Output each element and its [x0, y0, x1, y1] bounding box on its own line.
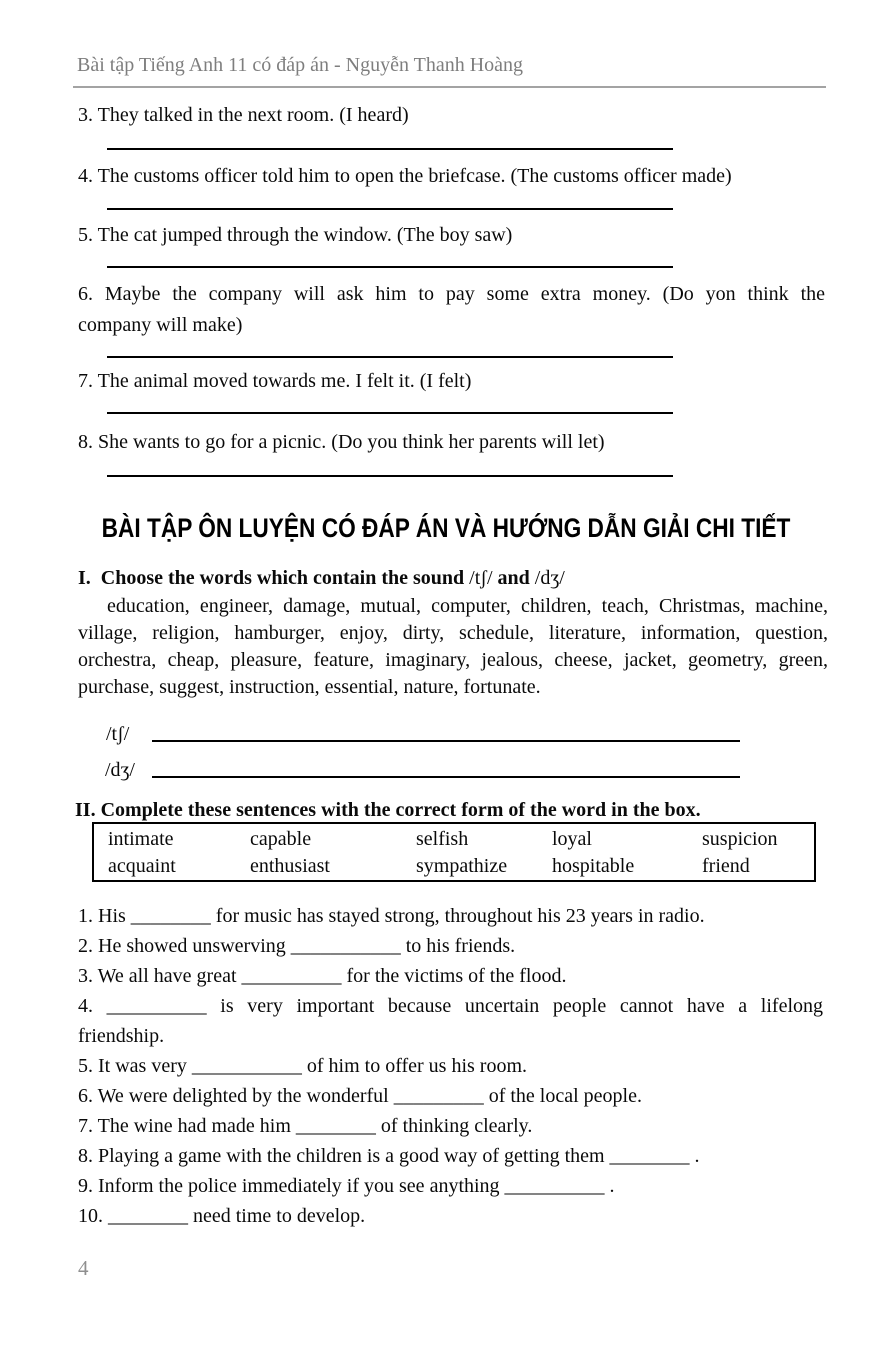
ipa-blank-label-tsh: /tʃ/	[106, 723, 130, 745]
word-box-cell: sympathize	[416, 855, 508, 877]
answer-line	[107, 266, 673, 268]
part1-heading	[78, 563, 858, 593]
sentence-10: 10. ________ need time to develop.	[78, 1205, 366, 1227]
page-number: 4	[78, 1256, 89, 1280]
exercise-item-6-line-1: 6. Maybe the company will ask him to pay some extra money. (Do yon think the	[78, 283, 825, 305]
sentence-2: 2. He showed unswerving ___________ to his friends.	[78, 935, 516, 957]
word-list-line-2: village, religion, hamburger, enjoy, dirty, schedule, literature, information, question,	[78, 622, 828, 644]
word-box-cell: hospitable	[552, 855, 635, 877]
answer-line	[107, 356, 673, 358]
exercise-item-4: 4. The customs officer told him to open the briefcase. (The customs officer made)	[78, 165, 732, 187]
word-list-line-1: education, engineer, damage, mutual, computer, children, teach, Christmas, machine,	[107, 595, 828, 617]
word-box	[92, 822, 816, 882]
answer-line	[107, 475, 673, 477]
word-box-cell: acquaint	[108, 855, 176, 877]
exercise-item-3: 3. They talked in the next room. (I heard)	[78, 104, 409, 126]
ipa-answer-line-dzh	[152, 776, 740, 778]
word-list	[78, 593, 828, 701]
word-box-cell: loyal	[552, 828, 592, 850]
word-box-cell: suspicion	[702, 828, 778, 850]
part1-heading-mid: and	[492, 567, 535, 589]
part2-heading: II. Complete these sentences with the correct form of the word in the box.	[75, 799, 701, 821]
ipa-d-zh: /dʒ/	[534, 567, 565, 589]
section-title-text: BÀI TẬP ÔN LUYỆN CÓ ĐÁP ÁN VÀ HƯỚNG DẪN GIẢI CHI TIẾT	[101, 513, 791, 543]
word-box-cell: friend	[702, 855, 750, 877]
part1-heading-prefix: I. Choose the words which contain the sound	[78, 567, 470, 589]
word-box-cell: selfish	[416, 828, 469, 850]
answer-line	[107, 208, 673, 210]
sentence-5: 5. It was very ___________ of him to offer us his room.	[78, 1055, 528, 1077]
sentence-9: 9. Inform the police immediately if you see anything __________ .	[78, 1175, 615, 1197]
word-box-cell: enthusiast	[250, 855, 330, 877]
ipa-t-sh: /tʃ/	[469, 567, 493, 589]
sentence-4-line-1: 4. __________ is very important because uncertain people cannot have a lifelong	[78, 995, 823, 1017]
sentence-7: 7. The wine had made him ________ of thinking clearly.	[78, 1115, 533, 1137]
word-box-cell: capable	[250, 828, 312, 850]
sentence-1: 1. His ________ for music has stayed strong, throughout his 23 years in radio.	[78, 905, 705, 927]
exercise-item-6-line-2: company will make)	[78, 314, 243, 336]
sentence-list	[78, 901, 823, 1231]
sentence-3: 3. We all have great __________ for the victims of the flood.	[78, 965, 567, 987]
word-box-cell: intimate	[108, 828, 174, 850]
sentence-8: 8. Playing a game with the children is a good way of getting them ________ .	[78, 1145, 700, 1167]
answer-line	[107, 148, 673, 150]
answer-line	[107, 412, 673, 414]
word-list-line-4: purchase, suggest, instruction, essential, nature, fortunate.	[78, 676, 541, 698]
word-box-grid	[94, 824, 814, 880]
ipa-answer-line-tsh	[152, 740, 740, 742]
exercise-item-8: 8. She wants to go for a picnic. (Do you think her parents will let)	[78, 431, 605, 453]
sentence-4-line-2: friendship.	[78, 1025, 165, 1047]
header-title: Bài tập Tiếng Anh 11 có đáp án - Nguyễn Thanh Hoàng	[77, 54, 524, 76]
sentence-6: 6. We were delighted by the wonderful _________ of the local people.	[78, 1085, 642, 1107]
exercise-item-5: 5. The cat jumped through the window. (The boy saw)	[78, 224, 513, 246]
exercise-item-6	[78, 279, 825, 341]
word-list-line-3: orchestra, cheap, pleasure, feature, imaginary, jealous, cheese, jacket, geometry, green,	[78, 649, 828, 671]
header-rule	[73, 86, 826, 88]
ipa-blank-label-dzh: /dʒ/	[105, 759, 135, 781]
exercise-item-7: 7. The animal moved towards me. I felt it. (I felt)	[78, 370, 472, 392]
section-title	[0, 513, 892, 544]
